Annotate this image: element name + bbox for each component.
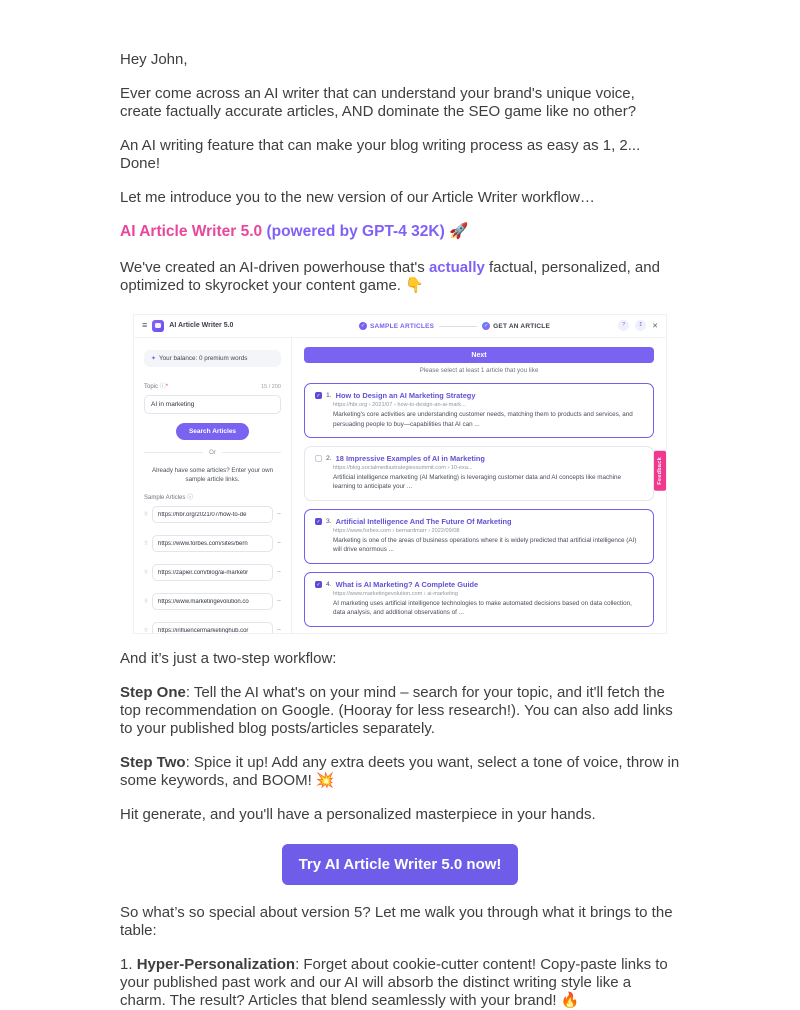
workflow-stepper: [359, 315, 550, 338]
search-articles-button[interactable]: Search Articles: [176, 423, 249, 440]
powerhouse-pre: We've created an AI-driven powerhouse that's: [120, 258, 425, 276]
article-checkbox[interactable]: [315, 518, 322, 525]
sparkle-icon: ✦: [151, 355, 157, 362]
sample-link-input[interactable]: [152, 564, 273, 581]
step-two-paragraph: [120, 754, 680, 790]
article-card-top: [315, 517, 643, 526]
article-card[interactable]: [304, 509, 654, 564]
article-number: 3.: [326, 517, 332, 525]
point-down-emoji-icon: 👇: [405, 276, 424, 294]
divider-line: [222, 452, 281, 453]
sample-link-input[interactable]: [152, 622, 273, 633]
point-one-number: 1.: [120, 955, 137, 973]
topic-char-counter: 15 / 200: [261, 383, 281, 390]
product-screenshot: [133, 314, 667, 634]
point-one-paragraph: [120, 956, 680, 1010]
article-description: Marketing's core activities are understanding customer needs, matching them to products and services, and persuading people to buy—capabilities that AI can ...: [333, 411, 633, 428]
menu-icon[interactable]: ≡: [142, 320, 148, 331]
or-divider: [144, 450, 281, 456]
share-icon[interactable]: ↥: [635, 320, 646, 331]
generate-paragraph: Hit generate, and you'll have a personalized masterpiece in your hands.: [120, 805, 596, 823]
app-sidebar: [134, 338, 292, 634]
app-body: [134, 338, 666, 634]
step-check-icon: ✓: [360, 323, 366, 330]
step-two-text: : Spice it up! Add any extra deets you want, select a tone of voice, throw in some keywords, and BOOM! 💥: [120, 753, 680, 789]
point-one-text: : Forget about cookie-cutter content! Copy-paste links to your published past work and our AI will absorb the distinct writing style like a charm. The result? Articles that blend seamlessly with your brand! 🔥: [120, 955, 668, 1009]
article-checkbox[interactable]: [315, 455, 322, 462]
or-label: Or: [209, 449, 216, 456]
drag-handle-icon[interactable]: ⠿: [144, 540, 149, 547]
topic-label-row: [144, 381, 281, 390]
article-title[interactable]: How to Design an AI Marketing Strategy: [335, 391, 476, 401]
article-checkbox[interactable]: [315, 392, 322, 399]
article-url: https://www.forbes.com › bernardmarr › 2022/09/08: [333, 527, 460, 534]
intro-paragraph-1: Ever come across an AI writer that can understand your brand's unique voice, create factually accurate articles, AND dominate the SEO game like no other?: [120, 85, 637, 120]
header-actions: [618, 320, 658, 331]
help-icon[interactable]: ?: [618, 320, 629, 331]
powerhouse-post: factual, personalized, and optimized to skyrocket your content game.: [120, 258, 660, 294]
article-number: 4.: [326, 580, 332, 588]
article-card-top: [315, 580, 643, 589]
article-card-top: [315, 391, 643, 400]
sample-link-row: [144, 535, 281, 552]
try-now-button[interactable]: Try AI Article Writer 5.0 now!: [282, 844, 519, 885]
step-check-icon: ✓: [484, 323, 489, 330]
greeting: Hey John,: [120, 51, 188, 68]
balance-chip: [144, 350, 281, 367]
article-description: Artificial intelligence marketing (AI Marketing) is leveraging customer data and AI concepts like machine learning to anticipate your ...: [333, 473, 622, 491]
sample-link-input[interactable]: [152, 593, 273, 610]
cta-container: [120, 844, 680, 885]
app-logo-icon: [152, 320, 164, 332]
point-one-label: Hyper-Personalization: [136, 955, 296, 973]
drag-handle-icon[interactable]: ⠿: [144, 569, 149, 576]
step-get-an-article[interactable]: [482, 322, 550, 330]
feedback-tab[interactable]: Feedback: [654, 451, 666, 491]
remove-link-button[interactable]: −: [276, 598, 281, 606]
drag-handle-icon[interactable]: ⠿: [144, 511, 149, 518]
step-one-paragraph: [120, 684, 680, 738]
sample-articles-label: [144, 492, 281, 501]
info-icon: ⓘ: [187, 495, 194, 502]
step-one-label: Step One: [120, 683, 186, 701]
stepper-connector: [439, 326, 477, 327]
close-icon[interactable]: ✕: [652, 322, 658, 330]
powerhouse-highlight: actually: [428, 258, 485, 276]
article-card-top: [315, 454, 643, 463]
remove-link-button[interactable]: −: [276, 569, 281, 577]
app-header: [134, 315, 666, 338]
step-two-label: Step Two: [120, 753, 186, 771]
sample-link-row: [144, 506, 281, 523]
article-card[interactable]: [304, 383, 654, 438]
sample-link-input[interactable]: [152, 506, 273, 523]
required-mark: *: [165, 383, 169, 390]
drag-handle-icon[interactable]: ⠿: [144, 627, 149, 634]
drag-handle-icon[interactable]: ⠿: [144, 598, 149, 605]
intro-paragraph-3: Let me introduce you to the new version of our Article Writer workflow…: [120, 189, 595, 206]
rocket-emoji-icon: 🚀: [449, 223, 469, 240]
topic-label-text: Topic: [144, 383, 159, 390]
balance-text: Your balance: 0 premium words: [159, 354, 248, 362]
info-icon: ⓘ: [159, 383, 166, 390]
select-hint: Please select at least 1 article that you like: [419, 367, 539, 375]
article-number: 1.: [326, 392, 332, 400]
step-sample-articles[interactable]: [359, 322, 434, 330]
article-title[interactable]: Artificial Intelligence And The Future Of Marketing: [335, 516, 512, 526]
article-results-panel: [292, 338, 666, 634]
special-paragraph: So what’s so special about version 5? Let me walk you through what it brings to the table:: [120, 903, 673, 939]
powerhouse-paragraph: [120, 259, 680, 295]
topic-input[interactable]: [144, 395, 281, 414]
topic-label: [144, 381, 168, 390]
article-checkbox[interactable]: [315, 581, 322, 588]
sample-link-row: [144, 622, 281, 633]
feature-heading-pink: AI Article Writer 5.0: [120, 223, 263, 240]
feature-heading-purple: (powered by GPT-4 32K): [266, 223, 445, 240]
article-number: 2.: [326, 454, 332, 462]
article-card[interactable]: [304, 572, 654, 627]
sample-articles-label-text: Sample Articles: [144, 495, 186, 502]
article-description: AI marketing uses artificial intelligence technologies to make automated decisions based on data collection, data analysis, and additional observations of ...: [333, 599, 632, 617]
intro-paragraph-2: An AI writing feature that can make your blog writing process as easy as 1, 2... Done!: [120, 137, 641, 172]
article-url: https://www.marketingevolution.com › ai-marketing: [333, 590, 458, 597]
step-one-text: : Tell the AI what's on your mind – search for your topic, and it'll fetch the top recommendation on Google. (Hooray for less research!). You can also add links to your published blog posts/articles separately.: [120, 683, 673, 737]
sample-link-row: [144, 564, 281, 581]
divider-line: [144, 452, 203, 453]
workflow-intro: And it’s just a two-step workflow:: [120, 649, 337, 667]
step-get-an-article-label: GET AN ARTICLE: [493, 322, 551, 330]
step-sample-articles-label: SAMPLE ARTICLES: [370, 322, 435, 330]
remove-link-button[interactable]: −: [276, 511, 281, 519]
article-url: https://hbr.org › 2021/07 › how-to-design-an-ai-mark...: [333, 402, 466, 409]
next-button[interactable]: Next: [304, 347, 654, 363]
remove-link-button[interactable]: −: [276, 627, 281, 634]
sample-link-row: [144, 593, 281, 610]
sample-link-input[interactable]: [152, 535, 273, 552]
remove-link-button[interactable]: −: [276, 540, 281, 548]
article-url: https://blog.socialmediastrategiessummit.com › 10-exa...: [333, 464, 473, 471]
article-title[interactable]: What is AI Marketing? A Complete Guide: [335, 579, 479, 589]
own-articles-hint: Already have some articles? Enter your own sample article links.: [151, 466, 274, 483]
article-description: Marketing is one of the areas of business operations where it is widely predicted that artificial intelligence (AI) will drive enormous ...: [333, 536, 637, 554]
article-title[interactable]: 18 Impressive Examples of AI in Marketing: [335, 453, 485, 463]
app-title: AI Article Writer 5.0: [169, 322, 234, 330]
article-card[interactable]: [304, 446, 654, 501]
feature-heading: [120, 223, 680, 242]
